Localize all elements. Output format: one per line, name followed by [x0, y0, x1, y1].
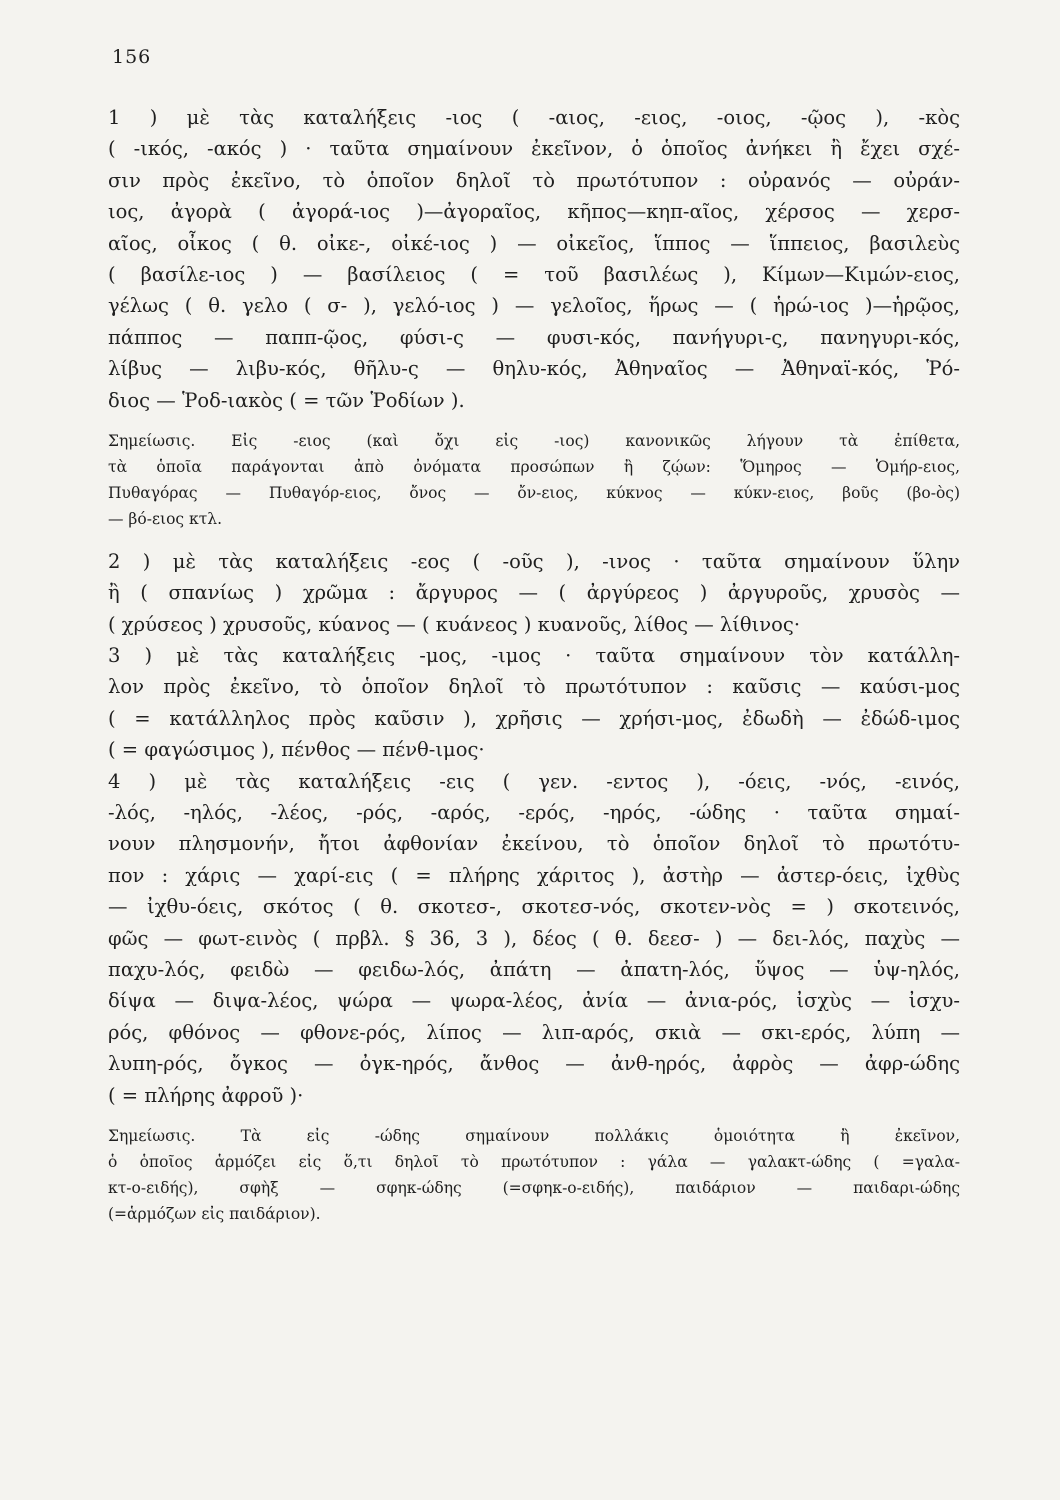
text-line: ( = κατάλληλος πρὸς καῦσιν ), χρῆσις — χρήσι-μος, ἐδωδὴ — ἐδώδ-ιμος [108, 706, 960, 730]
text-line: φῶς — φωτ-εινὸς ( πρβλ. § 36, 3 ), δέος ( θ. δεεσ- ) — δει-λός, παχὺς — [108, 926, 960, 950]
paragraph-1 [108, 102, 960, 416]
page-number: 156 [112, 46, 152, 68]
text-line: 1 ) μὲ τὰς καταλήξεις -ιος ( -αιος, -ειος, -οιος, -ῷος ), -κὸς [108, 106, 960, 129]
text-line: ( = πλήρης ἀφροῦ )· [108, 1083, 304, 1107]
paragraph-3 [108, 640, 960, 766]
text-line: λίβυς — λιβυ-κός, θῆλυ-ς — θηλυ-κός, Ἀθηναῖος — Ἀθηναϊ-κός, Ῥό- [108, 357, 960, 381]
text-line: σιν πρὸς ἐκεῖνο, τὸ ὁποῖον δηλοῖ τὸ πρωτότυπον : οὐρανός — οὐράν- [108, 168, 960, 192]
text-line: παχυ-λός, φειδὼ — φειδω-λός, ἀπάτη — ἀπατη-λός, ὕψος — ὑψ-ηλός, [108, 957, 960, 981]
text-line: ( = φαγώσιμος ), πένθος — πένθ-ιμος· [108, 738, 485, 762]
note-line: (=ἁρμόζων εἰς παιδάριον). [108, 1204, 321, 1223]
text-line: 3 ) μὲ τὰς καταλήξεις -μος, -ιμος · ταῦτα σημαίνουν τὸν κατάλλη- [108, 644, 960, 668]
note-1 [108, 428, 960, 532]
text-line: γέλως ( θ. γελο ( σ- ), γελό-ιος ) — γελοῖος, ἥρως — ( ἡρώ-ιος )—ἡρῷος, [108, 294, 960, 318]
note-line: Πυθαγόρας — Πυθαγόρ-ειος, ὄνος — ὄν-ειος, κύκνος — κύκν-ειος, βοῦς (βο-ὸς) [108, 483, 960, 502]
text-line: -λός, -ηλός, -λέος, -ρός, -αρός, -ερός, -ηρός, -ώδης · ταῦτα σημαί- [108, 801, 960, 825]
note-line: — βό-ειος κτλ. [108, 509, 223, 528]
text-line: ( -ικός, -ακός ) · ταῦτα σημαίνουν ἐκεῖνον, ὁ ὁποῖος ἀνήκει ἢ ἔχει σχέ- [108, 137, 960, 161]
note-line: Σημείωσις. Τὰ εἰς -ώδης σημαίνουν πολλάκις ὁμοιότητα ἢ ἐκεῖνον, [108, 1126, 960, 1145]
text-line: ἢ ( σπανίως ) χρῶμα : ἄργυρος — ( ἀργύρεος ) ἀργυροῦς, χρυσὸς — [108, 581, 960, 605]
text-line: αῖος, οἶκος ( θ. οἰκε-, οἰκέ-ιος ) — οἰκεῖος, ἵππος — ἵππειος, βασιλεὺς [108, 231, 960, 255]
text-line: 2 ) μὲ τὰς καταλήξεις -εος ( -οῦς ), -ινος · ταῦτα σημαίνουν ὕλην [108, 549, 960, 573]
text-line: πον : χάρις — χαρί-εις ( = πλήρης χάριτος ), ἀστὴρ — ἀστερ-όεις, ἰχθὺς [108, 863, 960, 887]
text-line: πάππος — παππ-ῷος, φύσι-ς — φυσι-κός, πανήγυρι-ς, πανηγυρι-κός, [108, 325, 960, 349]
text-line: λυπη-ρός, ὄγκος — ὀγκ-ηρός, ἄνθος — ἀνθ-ηρός, ἀφρὸς — ἀφρ-ώδης [108, 1052, 960, 1076]
paragraph-2 [108, 546, 960, 640]
note-line: τὰ ὁποῖα παράγονται ἀπὸ ὀνόματα προσώπων ἢ ζῴων: Ὅμηρος — Ὁμήρ-ειος, [108, 457, 960, 476]
paragraph-4 [108, 766, 960, 1111]
text-line: νουν πλησμονήν, ἤτοι ἀφθονίαν ἐκείνου, τὸ ὁποῖον δηλοῖ τὸ πρωτότυ- [108, 832, 960, 856]
text-line: ( βασίλε-ιος ) — βασίλειος ( = τοῦ βασιλέως ), Κίμων—Κιμών-ειος, [108, 262, 960, 286]
page-body [108, 102, 960, 1227]
note-line: κτ-ο-ειδής), σφὴξ — σφηκ-ώδης (=σφηκ-ο-ειδής), παιδάριον — παιδαρι-ώδης [108, 1178, 960, 1197]
text-line: δίψα — διψα-λέος, ψώρα — ψωρα-λέος, ἀνία — ἀνια-ρός, ἰσχὺς — ἰσχυ- [108, 989, 960, 1013]
note-line: ὁ ὁποῖος ἁρμόζει εἰς ὅ,τι δηλοῖ τὸ πρωτότυπον : γάλα — γαλακτ-ώδης ( =γαλα- [108, 1152, 960, 1171]
text-line: λον πρὸς ἐκεῖνο, τὸ ὁποῖον δηλοῖ τὸ πρωτότυπον : καῦσις — καύσι-μος [108, 675, 960, 699]
text-line: 4 ) μὲ τὰς καταλήξεις -εις ( γεν. -εντος ), -όεις, -νός, -εινός, [108, 769, 960, 793]
text-line: ρός, φθόνος — φθονε-ρός, λίπος — λιπ-αρός, σκιὰ — σκι-ερός, λύπη — [108, 1020, 960, 1044]
note-line: Σημείωσις. Εἰς -ειος (καὶ ὄχι εἰς -ιος) κανονικῶς λήγουν τὰ ἐπίθετα, [108, 431, 960, 450]
note-2 [108, 1123, 960, 1227]
text-line: — ἰχθυ-όεις, σκότος ( θ. σκοτεσ-, σκοτεσ-νός, σκοτεν-νὸς = ) σκοτεινός, [108, 895, 960, 919]
text-line: ( χρύσεος ) χρυσοῦς, κύανος — ( κυάνεος ) κυανοῦς, λίθος — λίθινος· [108, 612, 801, 636]
text-line: ιος, ἀγορὰ ( ἀγορά-ιος )—ἀγοραῖος, κῆπος—κηπ-αῖος, χέρσος — χερσ- [108, 200, 960, 224]
text-line: διος — Ῥοδ-ιακὸς ( = τῶν Ῥοδίων ). [108, 388, 465, 412]
